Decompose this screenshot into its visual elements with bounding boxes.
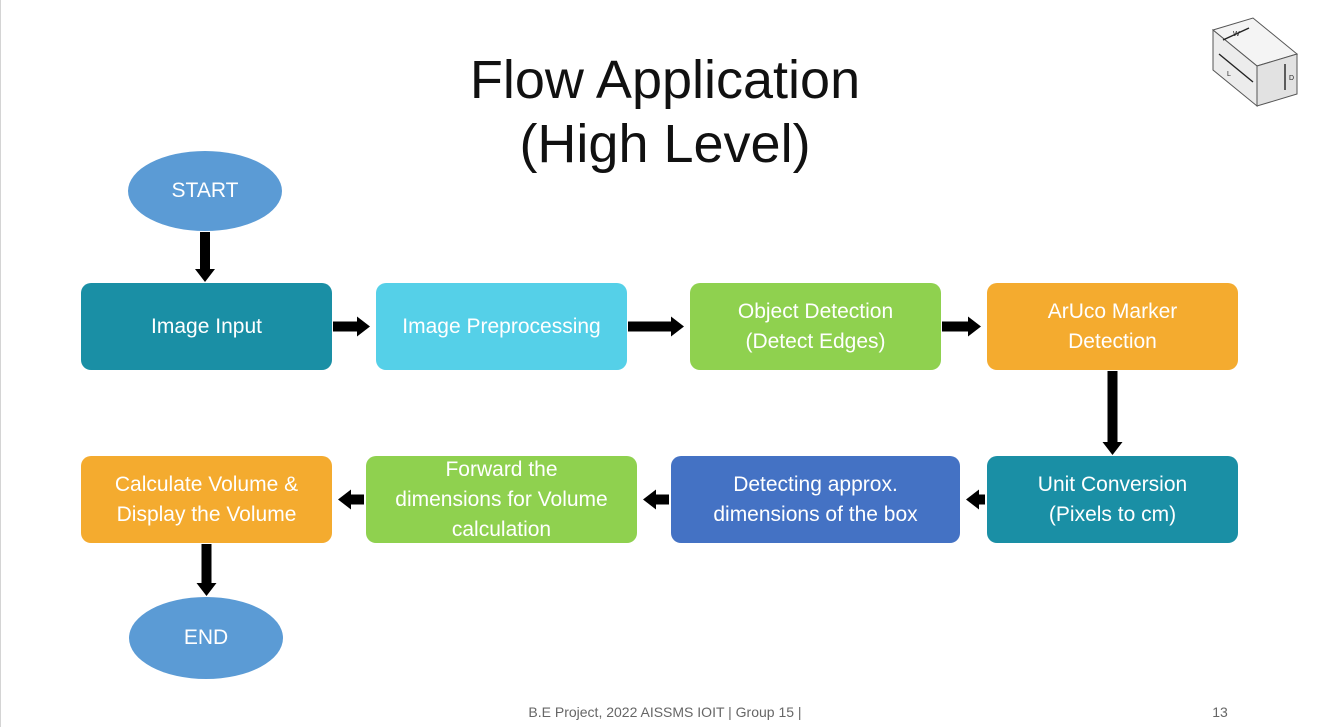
object-detection-label: Object Detection (Detect Edges)	[737, 299, 894, 353]
calculate-volume-label: Calculate Volume & Display the Volume	[114, 472, 299, 526]
start-node	[128, 151, 282, 231]
forward-dimensions-label: Forward the dimensions for Volume calculation	[395, 457, 608, 541]
arrow-object-detection-to-aruco-detection	[942, 317, 981, 337]
detecting-dimensions-node	[671, 456, 960, 543]
arrow-detecting-dimensions-to-forward-dimensions	[643, 490, 669, 510]
arrow-start-to-image-input	[195, 232, 215, 282]
image-input-label: Image Input	[151, 314, 262, 338]
arrow-image-preprocessing-to-object-detection	[628, 317, 684, 337]
start-node-label: START	[171, 179, 239, 202]
image-preprocessing-label: Image Preprocessing	[402, 314, 601, 338]
unit-conversion-node	[987, 456, 1238, 543]
end-node-label: END	[183, 626, 229, 649]
page-number: 13	[1212, 704, 1228, 720]
calculate-volume-node	[81, 456, 332, 543]
object-detection-node	[690, 283, 941, 370]
box-length-label: L	[1227, 71, 1231, 78]
image-input-node	[81, 283, 332, 370]
arrow-calculate-volume-to-end	[197, 544, 217, 596]
title-line-1: Flow Application	[469, 50, 861, 110]
arrow-image-input-to-image-preprocessing	[333, 317, 370, 337]
unit-conversion-label: Unit Conversion (Pixels to cm)	[1037, 472, 1188, 526]
forward-dimensions-node	[366, 456, 637, 543]
end-node	[129, 597, 283, 679]
arrow-forward-dimensions-to-calculate-volume	[338, 490, 364, 510]
aruco-detection-label: ArUco Marker Detection	[1047, 299, 1178, 353]
box-depth-label: D	[1289, 75, 1295, 82]
arrow-aruco-detection-to-unit-conversion	[1103, 371, 1123, 455]
image-preprocessing-node	[376, 283, 627, 370]
aruco-detection-node	[987, 283, 1238, 370]
title-line-2: (High Level)	[519, 114, 811, 174]
detecting-dimensions-label: Detecting approx. dimensions of the box	[713, 472, 918, 526]
arrow-unit-conversion-to-detecting-dimensions	[966, 490, 985, 510]
slide-footer: B.E Project, 2022 AISSMS IOIT | Group 15 |	[528, 704, 802, 720]
box-width-label: W	[1233, 31, 1240, 38]
